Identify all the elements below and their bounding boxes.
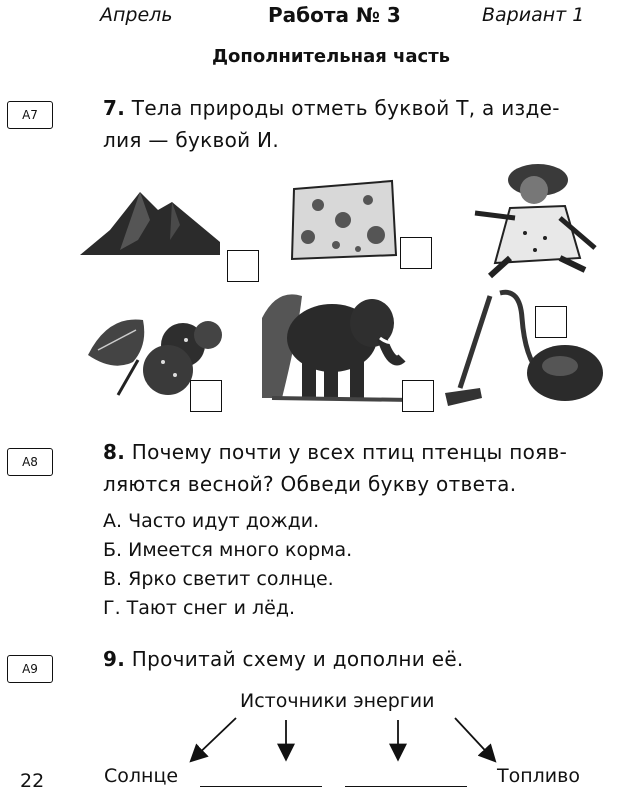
- tag-a7: А7: [7, 101, 53, 129]
- tag-a9: А9: [7, 655, 53, 683]
- answer-option-v[interactable]: В. Ярко светит солнце.: [103, 568, 334, 590]
- page-number: 22: [20, 770, 45, 792]
- arrow-to-sun: [192, 718, 236, 760]
- question-9-number: 9.: [103, 647, 126, 671]
- blank-line-2[interactable]: [345, 786, 467, 787]
- question-8-text: Почему почти у всех птиц птенцы появ-: [131, 440, 568, 464]
- question-8-number: 8.: [103, 440, 126, 464]
- header-month: Апрель: [100, 4, 173, 26]
- question-7-number: 7.: [103, 96, 126, 120]
- section-subtitle: Дополнительная часть: [212, 46, 451, 67]
- diagram-root-label: Источники энергии: [240, 690, 435, 712]
- answer-option-b[interactable]: Б. Имеется много корма.: [103, 539, 353, 561]
- tag-a8: А8: [7, 448, 53, 476]
- answer-option-a[interactable]: А. Часто идут дожди.: [103, 510, 320, 532]
- blank-line-1[interactable]: [200, 786, 322, 787]
- question-7-line2: лия — буквой И.: [103, 128, 279, 152]
- question-8-line2: ляются весной? Обведи букву ответа.: [103, 472, 517, 496]
- arrow-to-fuel: [455, 718, 494, 760]
- header-variant: Вариант 1: [482, 4, 585, 26]
- answer-option-g[interactable]: Г. Тают снег и лёд.: [103, 597, 295, 619]
- question-9-text: Прочитай схему и дополни её.: [131, 647, 464, 671]
- diagram-left-label: Солнце: [104, 765, 179, 787]
- diagram-right-label: Топливо: [497, 765, 580, 787]
- header-work-title: Работа № 3: [268, 3, 401, 27]
- question-7-text: Тела природы отметь буквой Т, а изде-: [131, 96, 560, 120]
